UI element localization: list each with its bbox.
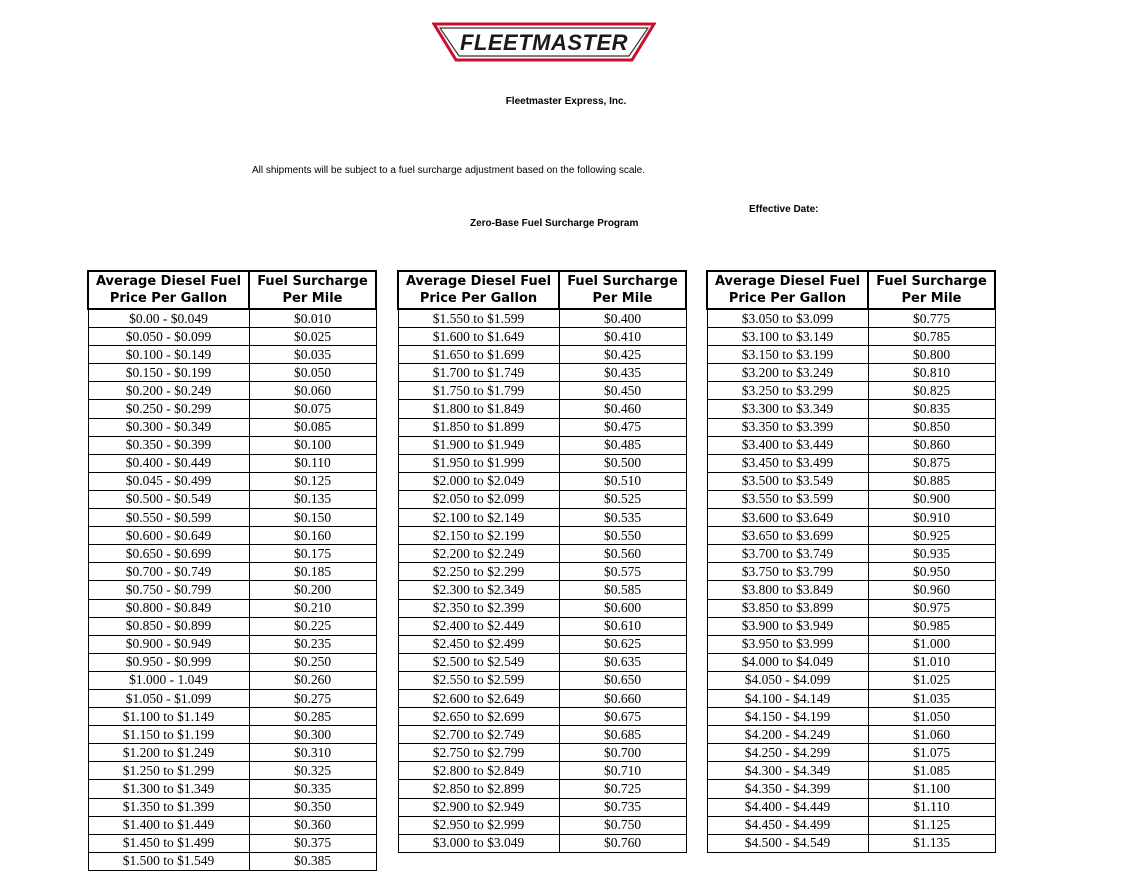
surcharge-cell: $0.035 xyxy=(249,346,376,364)
table-row xyxy=(707,617,995,635)
surcharge-cell: $0.450 xyxy=(559,382,686,400)
surcharge-cell: $0.960 xyxy=(868,581,995,599)
table-row xyxy=(707,328,995,346)
surcharge-cell: $0.310 xyxy=(249,744,376,762)
surcharge-cell: $0.110 xyxy=(249,454,376,472)
table-row xyxy=(398,472,686,490)
price-range-cell: $0.250 - $0.299 xyxy=(88,400,249,418)
price-range-cell: $4.200 - $4.249 xyxy=(707,726,868,744)
table-row xyxy=(398,635,686,653)
surcharge-cell: $1.125 xyxy=(868,816,995,834)
price-range-cell: $0.350 - $0.399 xyxy=(88,436,249,454)
price-range-cell: $0.850 - $0.899 xyxy=(88,617,249,635)
price-range-cell: $2.900 to $2.949 xyxy=(398,798,559,816)
table-row xyxy=(707,599,995,617)
price-range-cell: $1.650 to $1.699 xyxy=(398,346,559,364)
price-range-cell: $2.000 to $2.049 xyxy=(398,472,559,490)
table-row xyxy=(88,527,376,545)
table-row xyxy=(398,436,686,454)
price-range-cell: $0.800 - $0.849 xyxy=(88,599,249,617)
surcharge-cell: $0.225 xyxy=(249,617,376,635)
table-row xyxy=(88,454,376,472)
surcharge-cell: $0.525 xyxy=(559,490,686,508)
price-range-cell: $1.800 to $1.849 xyxy=(398,400,559,418)
surcharge-cell: $0.100 xyxy=(249,436,376,454)
price-range-cell: $4.050 - $4.099 xyxy=(707,671,868,689)
surcharge-cell: $0.975 xyxy=(868,599,995,617)
table-row xyxy=(398,689,686,707)
table-row xyxy=(707,490,995,508)
surcharge-cell: $0.550 xyxy=(559,527,686,545)
price-range-cell: $1.100 to $1.149 xyxy=(88,708,249,726)
price-range-cell: $2.400 to $2.449 xyxy=(398,617,559,635)
table-row xyxy=(398,328,686,346)
price-range-cell: $0.700 - $0.749 xyxy=(88,563,249,581)
price-range-cell: $3.500 to $3.549 xyxy=(707,472,868,490)
price-range-cell: $1.850 to $1.899 xyxy=(398,418,559,436)
surcharge-cell: $0.900 xyxy=(868,490,995,508)
table-row xyxy=(88,472,376,490)
table-row xyxy=(398,653,686,671)
table-row xyxy=(707,545,995,563)
price-range-cell: $0.550 - $0.599 xyxy=(88,509,249,527)
surcharge-cell: $0.250 xyxy=(249,653,376,671)
table-row xyxy=(88,599,376,617)
surcharge-cell: $0.885 xyxy=(868,472,995,490)
table-row xyxy=(398,726,686,744)
price-range-cell: $0.00 - $0.049 xyxy=(88,309,249,328)
price-range-cell: $3.400 to $3.449 xyxy=(707,436,868,454)
table-row xyxy=(88,436,376,454)
table-row xyxy=(88,346,376,364)
surcharge-table-3 xyxy=(706,270,996,853)
surcharge-cell: $0.175 xyxy=(249,545,376,563)
table-row xyxy=(707,653,995,671)
table-row xyxy=(88,617,376,635)
surcharge-cell: $0.160 xyxy=(249,527,376,545)
surcharge-cell: $0.360 xyxy=(249,816,376,834)
surcharge-cell: $0.275 xyxy=(249,689,376,707)
price-range-cell: $3.000 to $3.049 xyxy=(398,834,559,852)
program-title: Zero-Base Fuel Surcharge Program xyxy=(470,218,639,229)
price-range-cell: $3.650 to $3.699 xyxy=(707,527,868,545)
surcharge-cell: $0.575 xyxy=(559,563,686,581)
surcharge-cell: $0.400 xyxy=(559,309,686,328)
surcharge-cell: $0.050 xyxy=(249,364,376,382)
surcharge-cell: $0.585 xyxy=(559,581,686,599)
company-name: Fleetmaster Express, Inc. xyxy=(505,96,627,107)
surcharge-cell: $0.335 xyxy=(249,780,376,798)
table-row xyxy=(398,418,686,436)
table-row xyxy=(707,798,995,816)
surcharge-cell: $0.610 xyxy=(559,617,686,635)
surcharge-cell: $0.235 xyxy=(249,635,376,653)
price-range-cell: $2.350 to $2.399 xyxy=(398,599,559,617)
price-range-cell: $1.300 to $1.349 xyxy=(88,780,249,798)
surcharge-cell: $0.850 xyxy=(868,418,995,436)
surcharge-cell: $0.725 xyxy=(559,780,686,798)
surcharge-column-header: Fuel Surcharge Per Mile xyxy=(559,271,686,309)
surcharge-cell: $0.875 xyxy=(868,454,995,472)
table-row xyxy=(707,527,995,545)
surcharge-cell: $0.085 xyxy=(249,418,376,436)
effective-date-label: Effective Date: xyxy=(749,204,819,215)
price-range-cell: $3.900 to $3.949 xyxy=(707,617,868,635)
surcharge-cell: $0.825 xyxy=(868,382,995,400)
price-range-cell: $2.450 to $2.499 xyxy=(398,635,559,653)
price-range-cell: $1.700 to $1.749 xyxy=(398,364,559,382)
price-range-cell: $4.450 - $4.499 xyxy=(707,816,868,834)
surcharge-cell: $0.185 xyxy=(249,563,376,581)
surcharge-cell: $0.935 xyxy=(868,545,995,563)
price-range-cell: $0.950 - $0.999 xyxy=(88,653,249,671)
surcharge-column-header: Fuel Surcharge Per Mile xyxy=(868,271,995,309)
surcharge-cell: $0.375 xyxy=(249,834,376,852)
price-range-cell: $1.350 to $1.399 xyxy=(88,798,249,816)
surcharge-cell: $0.010 xyxy=(249,309,376,328)
price-range-cell: $4.300 - $4.349 xyxy=(707,762,868,780)
table-row xyxy=(398,346,686,364)
price-range-cell: $1.550 to $1.599 xyxy=(398,309,559,328)
price-range-cell: $4.250 - $4.299 xyxy=(707,744,868,762)
price-range-cell: $3.150 to $3.199 xyxy=(707,346,868,364)
table-row xyxy=(398,617,686,635)
table-row xyxy=(707,400,995,418)
surcharge-cell: $0.675 xyxy=(559,708,686,726)
price-range-cell: $2.100 to $2.149 xyxy=(398,509,559,527)
table-row xyxy=(88,400,376,418)
price-range-cell: $1.200 to $1.249 xyxy=(88,744,249,762)
surcharge-cell: $0.025 xyxy=(249,328,376,346)
table-row xyxy=(398,744,686,762)
price-range-cell: $0.300 - $0.349 xyxy=(88,418,249,436)
price-range-cell: $1.450 to $1.499 xyxy=(88,834,249,852)
surcharge-cell: $0.650 xyxy=(559,671,686,689)
table-row xyxy=(88,689,376,707)
table-row xyxy=(398,454,686,472)
surcharge-cell: $0.460 xyxy=(559,400,686,418)
price-range-cell: $2.850 to $2.899 xyxy=(398,780,559,798)
surcharge-cell: $0.860 xyxy=(868,436,995,454)
price-range-cell: $1.400 to $1.449 xyxy=(88,816,249,834)
surcharge-cell: $0.350 xyxy=(249,798,376,816)
price-range-cell: $3.250 to $3.299 xyxy=(707,382,868,400)
surcharge-cell: $1.100 xyxy=(868,780,995,798)
table-header-row xyxy=(398,271,686,309)
surcharge-cell: $0.125 xyxy=(249,472,376,490)
price-range-cell: $2.950 to $2.999 xyxy=(398,816,559,834)
table-row xyxy=(88,744,376,762)
table-row xyxy=(707,382,995,400)
surcharge-cell: $0.635 xyxy=(559,653,686,671)
table-row xyxy=(88,798,376,816)
price-range-cell: $2.700 to $2.749 xyxy=(398,726,559,744)
table-row xyxy=(707,454,995,472)
surcharge-cell: $1.025 xyxy=(868,671,995,689)
surcharge-cell: $0.510 xyxy=(559,472,686,490)
table-row xyxy=(398,545,686,563)
price-range-cell: $1.000 - 1.049 xyxy=(88,671,249,689)
price-range-cell: $1.050 - $1.099 xyxy=(88,689,249,707)
table-row xyxy=(398,309,686,328)
table-row xyxy=(707,309,995,328)
surcharge-cell: $0.810 xyxy=(868,364,995,382)
table-row xyxy=(707,472,995,490)
surcharge-cell: $0.500 xyxy=(559,454,686,472)
surcharge-cell: $0.835 xyxy=(868,400,995,418)
surcharge-cell: $0.710 xyxy=(559,762,686,780)
table-row xyxy=(398,527,686,545)
surcharge-cell: $0.475 xyxy=(559,418,686,436)
table-row xyxy=(88,834,376,852)
surcharge-cell: $0.425 xyxy=(559,346,686,364)
table-row xyxy=(707,563,995,581)
surcharge-cell: $0.200 xyxy=(249,581,376,599)
price-range-cell: $0.045 - $0.499 xyxy=(88,472,249,490)
price-column-header: Average Diesel Fuel Price Per Gallon xyxy=(707,271,868,309)
table-row xyxy=(707,436,995,454)
surcharge-cell: $0.285 xyxy=(249,708,376,726)
price-range-cell: $3.050 to $3.099 xyxy=(707,309,868,328)
price-range-cell: $0.400 - $0.449 xyxy=(88,454,249,472)
table-row xyxy=(398,581,686,599)
price-range-cell: $4.000 to $4.049 xyxy=(707,653,868,671)
table-row xyxy=(88,780,376,798)
fleetmaster-logo xyxy=(432,22,656,62)
surcharge-cell: $1.110 xyxy=(868,798,995,816)
table-row xyxy=(398,834,686,852)
price-range-cell: $2.550 to $2.599 xyxy=(398,671,559,689)
table-row xyxy=(88,635,376,653)
surcharge-cell: $0.700 xyxy=(559,744,686,762)
price-range-cell: $2.150 to $2.199 xyxy=(398,527,559,545)
table-row xyxy=(707,726,995,744)
price-range-cell: $2.200 to $2.249 xyxy=(398,545,559,563)
price-range-cell: $1.750 to $1.799 xyxy=(398,382,559,400)
table-row xyxy=(398,798,686,816)
price-range-cell: $3.700 to $3.749 xyxy=(707,545,868,563)
surcharge-cell: $0.760 xyxy=(559,834,686,852)
surcharge-cell: $0.485 xyxy=(559,436,686,454)
table-row xyxy=(707,762,995,780)
surcharge-cell: $0.325 xyxy=(249,762,376,780)
surcharge-cell: $0.785 xyxy=(868,328,995,346)
surcharge-cell: $0.135 xyxy=(249,490,376,508)
price-range-cell: $2.300 to $2.349 xyxy=(398,581,559,599)
table-row xyxy=(88,418,376,436)
table-row xyxy=(88,708,376,726)
surcharge-cell: $0.685 xyxy=(559,726,686,744)
table-row xyxy=(707,708,995,726)
surcharge-column-header: Fuel Surcharge Per Mile xyxy=(249,271,376,309)
table-row xyxy=(88,309,376,328)
price-range-cell: $0.750 - $0.799 xyxy=(88,581,249,599)
surcharge-table-2 xyxy=(397,270,687,853)
price-range-cell: $2.800 to $2.849 xyxy=(398,762,559,780)
surcharge-cell: $1.060 xyxy=(868,726,995,744)
table-row xyxy=(398,490,686,508)
surcharge-cell: $0.800 xyxy=(868,346,995,364)
price-range-cell: $0.650 - $0.699 xyxy=(88,545,249,563)
price-range-cell: $3.550 to $3.599 xyxy=(707,490,868,508)
table-row xyxy=(88,726,376,744)
surcharge-cell: $0.535 xyxy=(559,509,686,527)
table-row xyxy=(88,382,376,400)
surcharge-cell: $0.075 xyxy=(249,400,376,418)
surcharge-table-1 xyxy=(87,270,377,871)
table-row xyxy=(398,708,686,726)
table-row xyxy=(707,744,995,762)
surcharge-cell: $1.135 xyxy=(868,834,995,852)
surcharge-cell: $0.435 xyxy=(559,364,686,382)
table-row xyxy=(707,671,995,689)
price-range-cell: $1.250 to $1.299 xyxy=(88,762,249,780)
surcharge-cell: $0.300 xyxy=(249,726,376,744)
table-header-row xyxy=(88,271,376,309)
price-range-cell: $4.150 - $4.199 xyxy=(707,708,868,726)
price-range-cell: $3.200 to $3.249 xyxy=(707,364,868,382)
table-row xyxy=(398,382,686,400)
price-range-cell: $0.500 - $0.549 xyxy=(88,490,249,508)
table-row xyxy=(707,346,995,364)
price-range-cell: $0.600 - $0.649 xyxy=(88,527,249,545)
surcharge-cell: $0.985 xyxy=(868,617,995,635)
price-range-cell: $0.100 - $0.149 xyxy=(88,346,249,364)
surcharge-cell: $0.060 xyxy=(249,382,376,400)
price-range-cell: $1.600 to $1.649 xyxy=(398,328,559,346)
surcharge-cell: $0.625 xyxy=(559,635,686,653)
table-row xyxy=(707,418,995,436)
table-row xyxy=(88,816,376,834)
surcharge-cell: $0.910 xyxy=(868,509,995,527)
price-range-cell: $4.100 - $4.149 xyxy=(707,689,868,707)
price-range-cell: $3.800 to $3.849 xyxy=(707,581,868,599)
price-range-cell: $3.600 to $3.649 xyxy=(707,509,868,527)
table-row xyxy=(707,816,995,834)
price-range-cell: $1.150 to $1.199 xyxy=(88,726,249,744)
price-column-header: Average Diesel Fuel Price Per Gallon xyxy=(398,271,559,309)
surcharge-cell: $0.735 xyxy=(559,798,686,816)
price-range-cell: $2.050 to $2.099 xyxy=(398,490,559,508)
table-row xyxy=(398,599,686,617)
price-range-cell: $3.100 to $3.149 xyxy=(707,328,868,346)
surcharge-cell: $1.010 xyxy=(868,653,995,671)
surcharge-cell: $0.925 xyxy=(868,527,995,545)
table-row xyxy=(398,816,686,834)
surcharge-cell: $1.050 xyxy=(868,708,995,726)
surcharge-cell: $1.075 xyxy=(868,744,995,762)
price-range-cell: $2.250 to $2.299 xyxy=(398,563,559,581)
surcharge-cell: $0.750 xyxy=(559,816,686,834)
price-range-cell: $4.500 - $4.549 xyxy=(707,834,868,852)
surcharge-cell: $0.210 xyxy=(249,599,376,617)
price-range-cell: $2.750 to $2.799 xyxy=(398,744,559,762)
price-range-cell: $3.350 to $3.399 xyxy=(707,418,868,436)
table-row xyxy=(88,509,376,527)
price-range-cell: $1.950 to $1.999 xyxy=(398,454,559,472)
table-row xyxy=(707,780,995,798)
surcharge-cell: $0.150 xyxy=(249,509,376,527)
price-range-cell: $1.500 to $1.549 xyxy=(88,852,249,870)
surcharge-cell: $0.775 xyxy=(868,309,995,328)
surcharge-cell: $1.085 xyxy=(868,762,995,780)
price-range-cell: $3.300 to $3.349 xyxy=(707,400,868,418)
price-range-cell: $0.900 - $0.949 xyxy=(88,635,249,653)
surcharge-cell: $0.660 xyxy=(559,689,686,707)
table-row xyxy=(88,545,376,563)
price-range-cell: $0.150 - $0.199 xyxy=(88,364,249,382)
table-row xyxy=(88,671,376,689)
table-row xyxy=(88,563,376,581)
price-range-cell: $2.600 to $2.649 xyxy=(398,689,559,707)
price-range-cell: $4.350 - $4.399 xyxy=(707,780,868,798)
table-row xyxy=(398,364,686,382)
table-row xyxy=(707,635,995,653)
table-row xyxy=(88,364,376,382)
price-range-cell: $2.500 to $2.549 xyxy=(398,653,559,671)
surcharge-cell: $0.385 xyxy=(249,852,376,870)
table-header-row xyxy=(707,271,995,309)
price-range-cell: $2.650 to $2.699 xyxy=(398,708,559,726)
table-row xyxy=(398,400,686,418)
table-row xyxy=(398,563,686,581)
logo-text: FLEETMASTER xyxy=(459,30,629,55)
price-range-cell: $1.900 to $1.949 xyxy=(398,436,559,454)
price-column-header: Average Diesel Fuel Price Per Gallon xyxy=(88,271,249,309)
price-range-cell: $3.750 to $3.799 xyxy=(707,563,868,581)
surcharge-cell: $0.260 xyxy=(249,671,376,689)
price-range-cell: $0.200 - $0.249 xyxy=(88,382,249,400)
table-row xyxy=(707,689,995,707)
price-range-cell: $3.850 to $3.899 xyxy=(707,599,868,617)
surcharge-cell: $0.600 xyxy=(559,599,686,617)
surcharge-cell: $0.950 xyxy=(868,563,995,581)
table-row xyxy=(398,762,686,780)
price-range-cell: $0.050 - $0.099 xyxy=(88,328,249,346)
table-row xyxy=(88,581,376,599)
price-range-cell: $3.950 to $3.999 xyxy=(707,635,868,653)
price-range-cell: $3.450 to $3.499 xyxy=(707,454,868,472)
table-row xyxy=(88,762,376,780)
intro-text: All shipments will be subject to a fuel surcharge adjustment based on the following scale. xyxy=(252,165,645,176)
table-row xyxy=(707,581,995,599)
table-row xyxy=(88,490,376,508)
table-row xyxy=(88,328,376,346)
table-row xyxy=(398,509,686,527)
surcharge-cell: $1.035 xyxy=(868,689,995,707)
table-row xyxy=(707,509,995,527)
surcharge-cell: $0.410 xyxy=(559,328,686,346)
table-row xyxy=(707,364,995,382)
surcharge-cell: $1.000 xyxy=(868,635,995,653)
table-row xyxy=(88,852,376,870)
surcharge-cell: $0.560 xyxy=(559,545,686,563)
table-row xyxy=(398,780,686,798)
table-row xyxy=(707,834,995,852)
table-row xyxy=(398,671,686,689)
table-row xyxy=(88,653,376,671)
price-range-cell: $4.400 - $4.449 xyxy=(707,798,868,816)
